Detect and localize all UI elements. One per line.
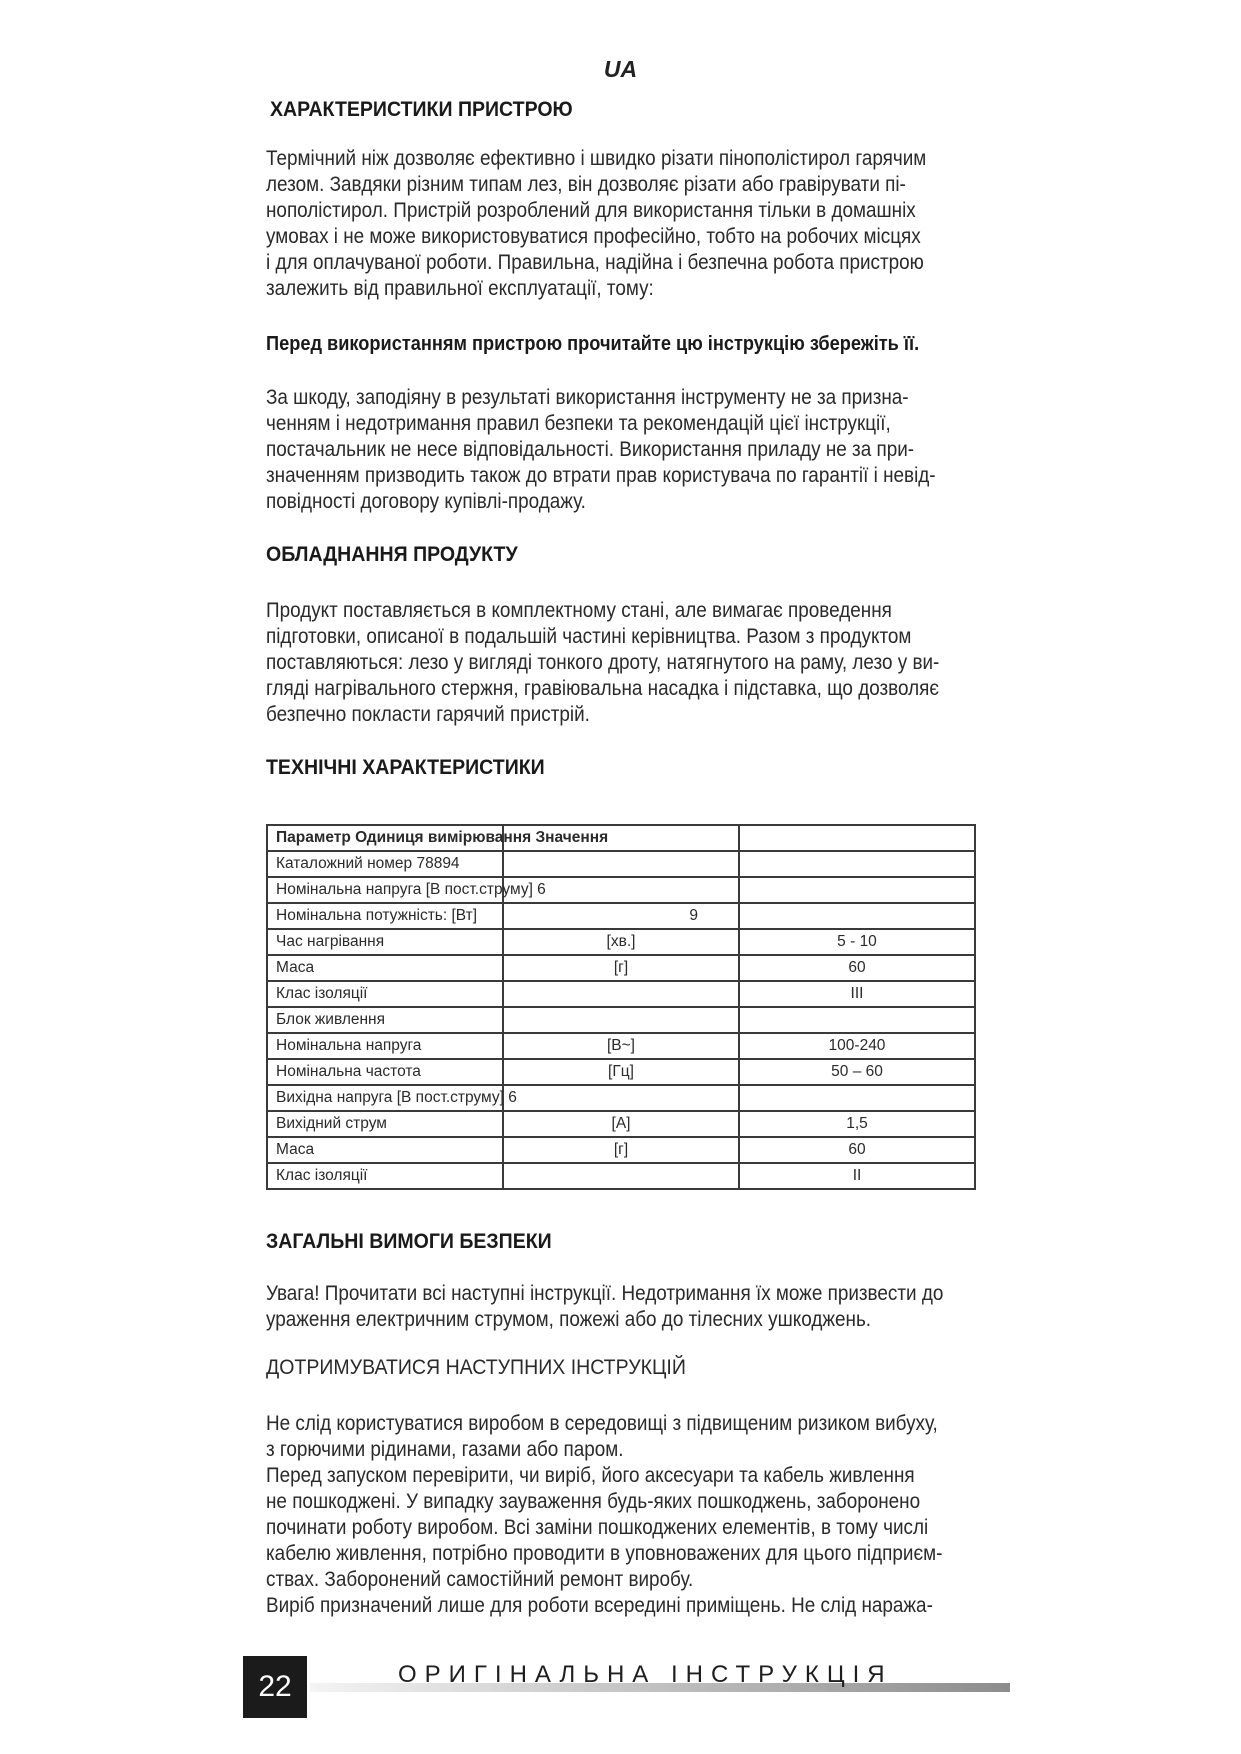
param-cell: Маса [276,959,315,976]
value-cell [739,903,975,929]
follow-instructions-heading: ДОТРИМУВАТИСЯ НАСТУПНИХ ІНСТРУКЦІЙ [266,1356,686,1379]
table-row [267,1137,975,1163]
safety-warning-paragraph [266,1281,1026,1333]
text-line: Продукт поставляється в комплектному стані, але вимагає проведення [266,599,892,622]
technical-specs-heading: ТЕХНІЧНІ ХАРАКТЕРИСТИКИ [266,756,545,779]
text-line: не пошкоджені. У випадку зауваження будь-яких пошкоджень, заборонено [266,1490,921,1513]
read-instructions-warning: Перед використанням пристрою прочитайте цю інструкцію збережіть її. [266,333,920,355]
table-row [267,851,975,877]
unit-cell: [А] [503,1111,739,1137]
table-row [267,903,975,929]
value-cell [739,877,975,903]
text-line: нополістирол. Пристрій розроблений для використання тільки в домашніх [266,199,916,222]
unit-cell: [В~] [503,1033,739,1059]
text-line: повідності договору купівлі-продажу. [266,490,586,513]
param-cell: Каталожний номер 78894 [276,855,460,872]
unit-cell: [хв.] [503,929,739,955]
unit-cell: [г] [503,955,739,981]
text-line: Увага! Прочитати всі наступні інструкції. Недотримання їх може призвести до [266,1282,944,1305]
text-line: ствах. Заборонений самостійний ремонт виробу. [266,1568,694,1591]
value-cell [739,851,975,877]
unit-cell [503,1007,739,1033]
unit-cell [503,1085,739,1111]
value-cell: II [739,1163,975,1189]
table-row [267,981,975,1007]
param-cell: Блок живлення [276,1011,386,1028]
text-line: умовах і не може використовуватися професійно, тобто на робочих місцях [266,225,921,248]
text-line: кабелю живлення, потрібно проводити в уповноважених для цього підприєм- [266,1542,943,1565]
text-line: значенням призводить також до втрати прав користувача по гарантії і невід- [266,464,936,487]
text-line: Не слід користуватися виробом в середовищі з підвищеним ризиком вибуху, [266,1412,938,1435]
unit-cell [503,981,739,1007]
value-cell [739,1007,975,1033]
text-line: починати роботу виробом. Всі заміни пошкоджених елементів, в тому числі [266,1516,929,1539]
param-cell: Номінальна потужність: [Вт] [276,907,478,924]
product-equipment-heading: ОБЛАДНАННЯ ПРОДУКТУ [266,543,518,566]
param-cell: Номінальна частота [276,1063,421,1080]
unit-cell: [г] [503,1137,739,1163]
value-cell: 100-240 [739,1033,975,1059]
text-line: поставляються: лезо у вигляді тонкого дроту, натягнутого на раму, лезо у ви- [266,651,940,674]
text-line: За шкоду, заподіяну в результаті використання інструменту не за призна- [266,386,909,409]
text-line: і для оплачуваної роботи. Правильна, надійна і безпечна робота пристрою [266,251,924,274]
general-safety-heading: ЗАГАЛЬНІ ВИМОГИ БЕЗПЕКИ [266,1230,552,1253]
table-row [267,955,975,981]
param-cell: Час нагрівання [276,933,385,950]
intro-paragraph [266,146,1026,302]
value-cell: 50 – 60 [739,1059,975,1085]
unit-cell: 9 [503,903,739,929]
table-row [267,929,975,955]
text-line: Перед запуском перевірити, чи виріб, його аксесуари та кабель живлення [266,1464,915,1487]
table-header-text: Параметр Одиниця вимірювання Значення [276,829,609,846]
table-row [267,877,975,903]
value-cell: III [739,981,975,1007]
value-cell: 5 - 10 [739,929,975,955]
text-line: залежить від правильної експлуатації, тому: [266,277,654,300]
table-row [267,1111,975,1137]
value-cell: 1,5 [739,1111,975,1137]
page-number: 22 [243,1656,307,1718]
table-row [267,1085,975,1111]
value-cell: 60 [739,1137,975,1163]
param-cell: Номінальна напруга [В пост.струму] 6 [276,881,546,898]
text-line: ченням і недотримання правил безпеки та рекомендацій цієї інструкції, [266,412,891,435]
unit-cell [503,1163,739,1189]
table-row [267,1033,975,1059]
value-cell: 60 [739,955,975,981]
text-line: з горючими рідинами, газами або паром. [266,1438,624,1461]
instructions-paragraph [266,1411,1026,1619]
text-line: лезом. Завдяки різним типам лез, він дозволяє різати або гравірувати пі- [266,173,906,196]
value-cell [739,1085,975,1111]
param-cell: Клас ізоляції [276,985,368,1002]
device-characteristics-heading: ХАРАКТЕРИСТИКИ ПРИСТРОЮ [270,98,573,121]
unit-cell [503,851,739,877]
liability-paragraph [266,385,1026,515]
param-cell: Номінальна напруга [276,1037,422,1054]
param-cell: Клас ізоляції [276,1167,368,1184]
table-header-row [267,825,975,851]
text-line: ураження електричним струмом, пожежі або до тілесних ушкоджень. [266,1308,872,1331]
footer-title: ОРИГІНАЛЬНА ІНСТРУКЦІЯ [398,1661,893,1688]
param-cell: Вихідна напруга [В пост.струму] 6 [276,1089,517,1106]
table-row [267,1163,975,1189]
equipment-paragraph [266,598,1026,728]
param-cell: Вихідний струм [276,1115,387,1132]
technical-specs-table [266,824,976,1190]
text-line: підготовки, описаної в подальшій частині керівництва. Разом з продуктом [266,625,912,648]
text-line: Термічний ніж дозволяє ефективно і швидко різати пінополістирол гарячим [266,147,927,170]
language-mark: UA [603,56,638,82]
param-cell: Маса [276,1141,315,1158]
text-line: безпечно покласти гарячий пристрій. [266,703,590,726]
table-row [267,1059,975,1085]
text-line: постачальник не несе відповідальності. Використання приладу не за при- [266,438,915,461]
unit-cell: [Гц] [503,1059,739,1085]
text-line: гляді нагрівального стержня, гравіювальна насадка і підставка, що дозволяє [266,677,940,700]
table-row [267,1007,975,1033]
text-line: Виріб призначений лише для роботи всередині приміщень. Не слід наража- [266,1594,933,1617]
